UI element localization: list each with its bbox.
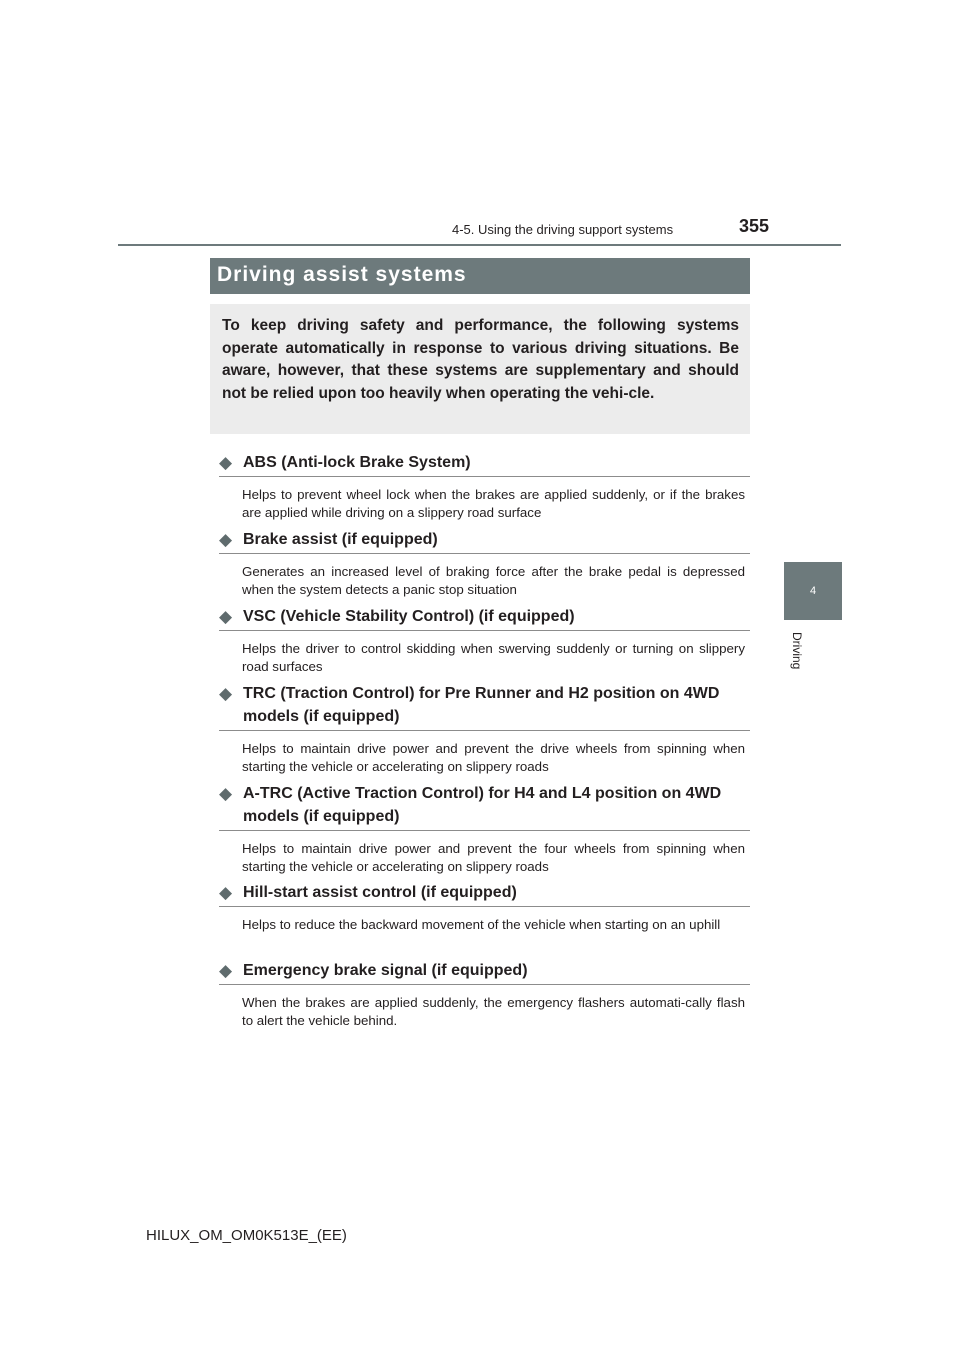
section-title: 4-5. Using the driving support systems xyxy=(452,222,674,237)
feature-description: Helps to prevent wheel lock when the brakes are applied suddenly, or if the brakes are applied while driving on a slippery road surface xyxy=(242,487,745,520)
feature-description: Helps to reduce the backward movement of the vehicle when starting on an uphill xyxy=(242,917,721,932)
diamond-bullet-icon: ◆ xyxy=(219,784,233,803)
feature-title: A-TRC (Active Traction Control) for H4 and L4 position on 4WD models (if equipped) xyxy=(243,785,722,825)
feature-heading xyxy=(219,881,750,907)
header-divider xyxy=(118,244,841,246)
feature-description: Helps the driver to control skidding when swerving suddenly or turning on slippery road surfaces xyxy=(242,641,745,674)
feature-description: When the brakes are applied suddenly, the emergency flashers automati-cally flash to alert the vehicle behind. xyxy=(242,995,745,1028)
feature-heading xyxy=(219,782,750,831)
feature-trc xyxy=(219,682,750,775)
feature-title: Hill-start assist control (if equipped) xyxy=(243,884,517,901)
feature-description: Generates an increased level of braking force after the brake pedal is depressed when the system detects a panic stop situation xyxy=(242,564,745,597)
feature-title: TRC (Traction Control) for Pre Runner and H2 position on 4WD models (if equipped) xyxy=(243,685,720,725)
feature-description: Helps to maintain drive power and prevent the four wheels from spinning when starting the vehicle or accelerating on slippery roads xyxy=(242,841,745,874)
diamond-bullet-icon: ◆ xyxy=(219,453,233,472)
page-number: 355 xyxy=(739,216,770,236)
feature-brake-assist xyxy=(219,528,750,598)
diamond-bullet-icon: ◆ xyxy=(219,607,233,626)
feature-heading xyxy=(219,605,750,631)
feature-abs xyxy=(219,451,750,521)
page-title: Driving assist systems xyxy=(210,258,750,294)
intro-text: To keep driving safety and performance, the following systems operate automatically in response to various driving situations. Be aware, however, that these systems are supplementary and should not be relied upon too heavily when operating the vehi-cle. xyxy=(222,317,739,402)
chapter-tab xyxy=(784,562,842,620)
feature-heading xyxy=(219,959,750,985)
feature-heading xyxy=(219,451,750,477)
feature-description: Helps to maintain drive power and prevent the drive wheels from spinning when starting the vehicle or accelerating on slippery roads xyxy=(242,741,745,774)
feature-vsc xyxy=(219,605,750,675)
diamond-bullet-icon: ◆ xyxy=(219,684,233,703)
intro-box xyxy=(210,304,750,434)
feature-title: Emergency brake signal (if equipped) xyxy=(243,962,528,979)
feature-emergency-brake-signal xyxy=(219,959,750,1029)
feature-title: ABS (Anti-lock Brake System) xyxy=(243,454,471,471)
feature-a-trc xyxy=(219,782,750,875)
chapter-number: 4 xyxy=(809,585,817,597)
diamond-bullet-icon: ◆ xyxy=(219,530,233,549)
feature-title: VSC (Vehicle Stability Control) (if equipped) xyxy=(243,608,575,625)
chapter-label: Driving xyxy=(790,632,804,670)
feature-heading xyxy=(219,682,750,731)
feature-title: Brake assist (if equipped) xyxy=(243,531,438,548)
feature-heading xyxy=(219,528,750,554)
feature-hill-start xyxy=(219,881,750,934)
manual-code: HILUX_OM_OM0K513E_(EE) xyxy=(146,1227,347,1244)
diamond-bullet-icon: ◆ xyxy=(219,883,233,902)
diamond-bullet-icon: ◆ xyxy=(219,961,233,980)
